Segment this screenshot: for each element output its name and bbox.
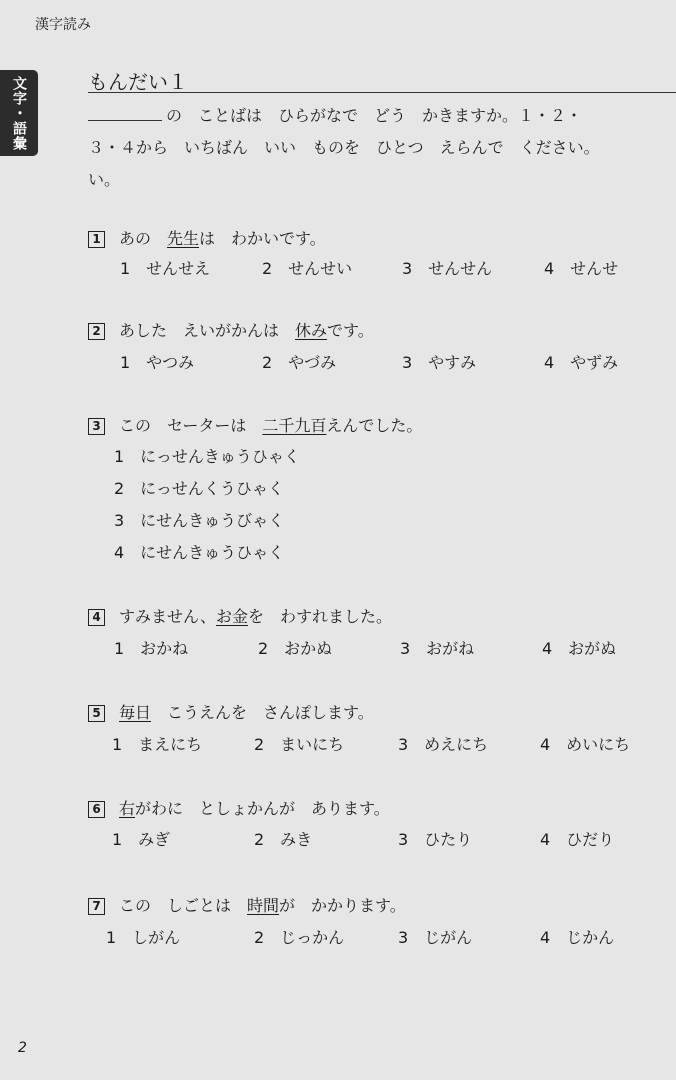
- header-title: 漢字読み: [35, 17, 91, 33]
- option-2[interactable]: 2 まいにち: [254, 735, 345, 754]
- option-4[interactable]: 4 じかん: [540, 928, 615, 947]
- question-3: [88, 413, 422, 436]
- option-2[interactable]: 2 みき: [254, 830, 313, 849]
- question-number: 7: [88, 898, 105, 915]
- target-word: 時間: [247, 896, 280, 915]
- question-number: 1: [88, 231, 105, 248]
- target-word: 先生: [167, 229, 200, 248]
- target-word: 二千九百: [262, 416, 327, 435]
- question-5: [88, 700, 374, 723]
- option-1[interactable]: 1 やつみ: [120, 353, 195, 372]
- option-4[interactable]: 4 にせんきゅうひゃく: [114, 543, 285, 562]
- target-word: 毎日: [119, 703, 152, 722]
- instruction-line-3: い。: [88, 170, 121, 189]
- question-suffix: です。: [327, 321, 374, 340]
- instruction-text-1: の ことばは ひらがなで どう かきますか。１・２・: [166, 106, 583, 125]
- target-word: お金: [215, 607, 248, 626]
- option-4[interactable]: 4 めいにち: [540, 735, 631, 754]
- option-2[interactable]: 2 せんせい: [262, 259, 353, 278]
- side-tab: [0, 70, 38, 156]
- question-1: [88, 226, 326, 249]
- question-prefix: この しごとは: [119, 896, 248, 915]
- option-1[interactable]: 1 みぎ: [112, 830, 171, 849]
- option-2[interactable]: 2 じっかん: [254, 928, 345, 947]
- question-number: 4: [88, 609, 105, 626]
- question-7: [88, 893, 406, 916]
- option-3[interactable]: 3 やすみ: [402, 353, 477, 372]
- option-4[interactable]: 4 せんせ: [544, 259, 619, 278]
- option-3[interactable]: 3 にせんきゅうびゃく: [114, 511, 285, 530]
- question-number: 3: [88, 418, 105, 435]
- target-word: 右: [119, 799, 136, 818]
- question-prefix: この セーターは: [119, 416, 263, 435]
- page-number: 2: [18, 1040, 27, 1056]
- option-4[interactable]: 4 ひだり: [540, 830, 615, 849]
- instruction-line-1: [88, 103, 582, 126]
- question-suffix: を わすれました。: [247, 607, 392, 626]
- section-title: もんだい１: [88, 70, 188, 94]
- option-4[interactable]: 4 やずみ: [544, 353, 619, 372]
- question-number: 5: [88, 705, 105, 722]
- option-1[interactable]: 1 まえにち: [112, 735, 203, 754]
- answer-blank: [88, 106, 162, 121]
- question-prefix: あの: [119, 229, 168, 248]
- option-3[interactable]: 3 めえにち: [398, 735, 489, 754]
- target-word: 休み: [295, 321, 328, 340]
- section-rule: [88, 92, 676, 93]
- option-1[interactable]: 1 せんせえ: [120, 259, 211, 278]
- question-prefix: すみません、: [119, 607, 216, 626]
- option-2[interactable]: 2 おかぬ: [258, 639, 333, 658]
- option-3[interactable]: 3 せんせん: [402, 259, 493, 278]
- question-2: [88, 318, 374, 341]
- question-suffix: こうえんを さんぽします。: [151, 703, 374, 722]
- option-2[interactable]: 2 やづみ: [262, 353, 337, 372]
- option-3[interactable]: 3 ひたり: [398, 830, 473, 849]
- question-number: 2: [88, 323, 105, 340]
- question-number: 6: [88, 801, 105, 818]
- question-prefix: あした えいがかんは: [119, 321, 296, 340]
- question-6: [88, 796, 390, 819]
- option-3[interactable]: 3 おがね: [400, 639, 475, 658]
- option-3[interactable]: 3 じがん: [398, 928, 473, 947]
- option-4[interactable]: 4 おがぬ: [542, 639, 617, 658]
- question-suffix: が かかります。: [279, 896, 406, 915]
- question-suffix: は わかいです。: [199, 229, 326, 248]
- option-1[interactable]: 1 にっせんきゅうひゃく: [114, 447, 300, 466]
- side-tab-label: 文字・語彙: [11, 75, 27, 151]
- option-1[interactable]: 1 しがん: [106, 928, 181, 947]
- question-suffix: がわに としょかんが あります。: [135, 799, 390, 818]
- question-4: [88, 604, 392, 627]
- option-2[interactable]: 2 にっせんくうひゃく: [114, 479, 284, 498]
- option-1[interactable]: 1 おかね: [114, 639, 189, 658]
- question-suffix: えんでした。: [326, 416, 423, 435]
- instruction-line-2: ３・４から いちばん いい ものを ひとつ えらんで ください。: [88, 138, 600, 157]
